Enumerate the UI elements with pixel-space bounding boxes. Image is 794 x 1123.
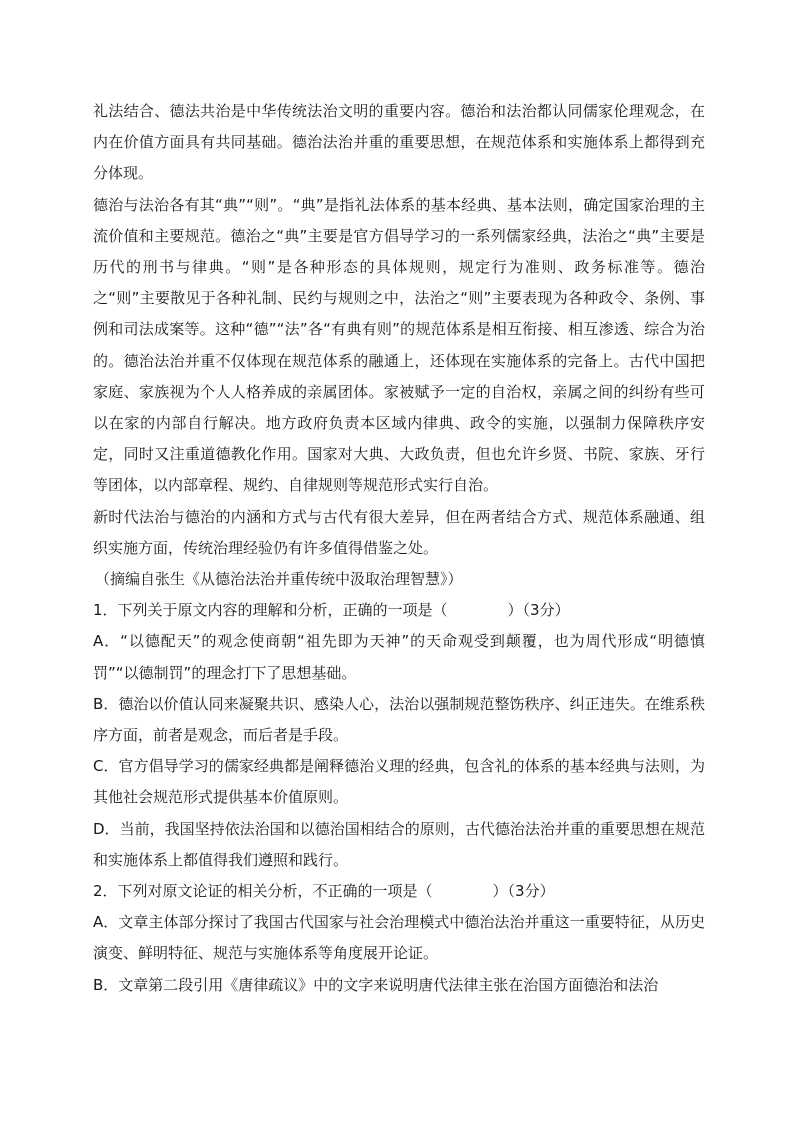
passage-paragraph: 新时代法治与德治的内涵和方式与古代有很大差异，但在两者结合方式、规范体系融通、组织实施方面，传统治理经验仍有许多值得借鉴之处。 — [93, 507, 705, 557]
question-option: A．文章主体部分探讨了我国古代国家与社会治理模式中德治法治并重这一重要特征，从历史演变、鲜明特征、规范与实施体系等角度展开论证。 — [93, 913, 705, 963]
passage-paragraph: 德治与法治各有其“典”“则”。“典”是指礼法体系的基本经典、基本法则，确定国家治理的主流价值和主要规范。德治之“典”主要是官方倡导学习的一系列儒家经典，法治之“典”主要是历代的刑书与律典。“则”是各种形态的具体规则，规定行为准则、政务标准等。德治之“则”主要散见于各种礼制、民约与规则之中，法治之“则”主要表现为各种政令、条例、事例和司法成案等。这种“德”“法”各“有典有则”的规范体系是相互衔接、相互渗透、综合为治的。德治法治并重不仅体现在规范体系的融通上，还体现在实施体系的完备上。古代中国把家庭、家族视为个人人格养成的亲属团体。家被赋予一定的自治权，亲属之间的纠纷有些可以在家的内部自行解决。地方政府负责本区域内律典、政令的实施，以强制力保障秩序安定，同时又注重道德教化作用。国家对大典、大政负责，但也允许乡贤、书院、家族、牙行等团体，以内部章程、规约、自律规则等规范形式实行自治。 — [93, 195, 705, 495]
question-option: A．“以德配天”的观念使商朝“祖先即为天神”的天命观受到颠覆，也为周代形成“明德慎罚”“以德制罚”的理念打下了思想基础。 — [93, 632, 705, 682]
question-stem: 1．下列关于原文内容的理解和分析，正确的一项是（ ）（3分） — [93, 601, 570, 620]
passage-source: （摘编自张生《从德治法治并重传统中汲取治理智慧》） — [95, 570, 463, 589]
question-option: B．文章第二段引用《唐律疏议》中的文字来说明唐代法律主张在治国方面德治和法治 — [93, 975, 659, 994]
passage-paragraph: 礼法结合、德法共治是中华传统法治文明的重要内容。德治和法治都认同儒家伦理观念，在内在价值方面具有共同基础。德治法治并重的重要思想，在规范体系和实施体系上都得到充分体现。 — [93, 102, 705, 183]
document-body — [93, 96, 705, 1001]
question-option: B．德治以价值认同来凝聚共识、感染人心，法治以强制规范整饬秩序、纠正违失。在维系秩序方面，前者是观念，而后者是手段。 — [93, 694, 705, 745]
question-stem: 2．下列对原文论证的相关分析，不正确的一项是（ ）（3分） — [93, 882, 555, 901]
question-option: C．官方倡导学习的儒家经典都是阐释德治义理的经典，包含礼的体系的基本经典与法则，为其他社会规范形式提供基本价值原则。 — [93, 757, 705, 807]
question-option: D．当前，我国坚持依法治国和以德治国相结合的原则，古代德治法治并重的重要思想在规范和实施体系上都值得我们遵照和践行。 — [93, 819, 705, 869]
